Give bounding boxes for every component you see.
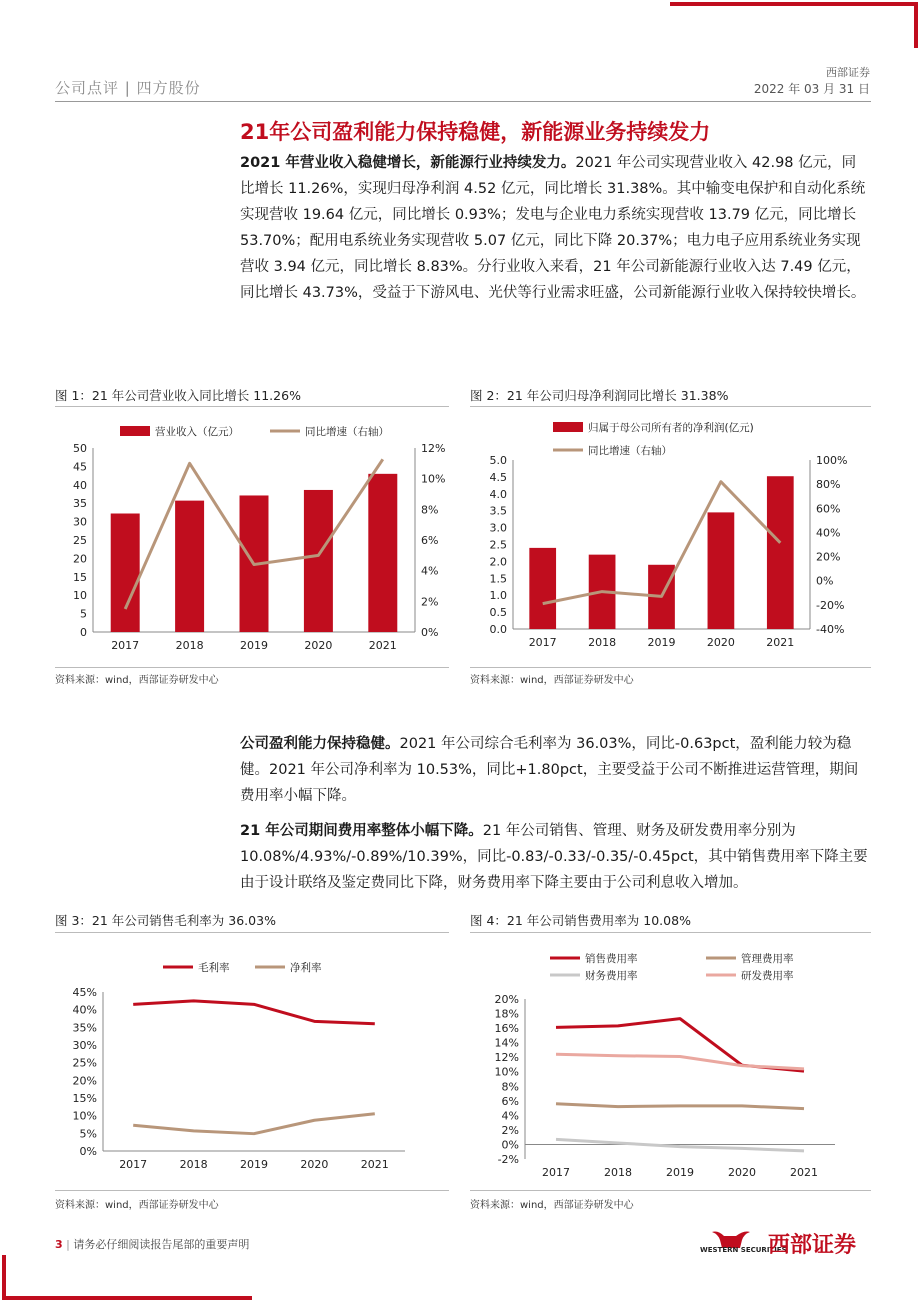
series-line-0 [556, 1019, 804, 1072]
x-tick-label: 2021 [790, 1166, 818, 1179]
y-tick-label: 4.0 [489, 487, 507, 501]
y-tick-label: 35 [73, 497, 87, 511]
y-tick-label: 2% [501, 1123, 519, 1137]
y-tick-label: 1.0 [489, 589, 507, 603]
bar-2017 [111, 514, 140, 632]
y-tick-label: -2% [497, 1153, 519, 1166]
logo-english: WESTERN SECURITIES [700, 1246, 787, 1254]
figure-3-source: 资料来源：wind，西部证券研发中心 [55, 1200, 219, 1211]
series-line-2 [556, 1139, 804, 1151]
x-tick-label: 2020 [304, 639, 333, 652]
top-accent-bar-vertical [914, 2, 918, 48]
bar-2021 [767, 476, 794, 629]
paragraph-lead: 公司盈利能力保持稳健。 [240, 736, 400, 752]
x-tick-label: 2019 [647, 636, 676, 649]
series-line-0 [133, 1001, 375, 1024]
bar-2018 [175, 501, 204, 632]
figure-4-bottom-rule [470, 1190, 871, 1191]
y-tick-label: 45 [73, 460, 87, 474]
y-tick-label: 3.5 [489, 504, 507, 518]
legend-label-bar: 归属于母公司所有者的净利润(亿元) [588, 422, 754, 434]
x-tick-label: 2019 [666, 1166, 694, 1179]
y2-tick-label: 40% [816, 526, 841, 540]
figure-3-bottom-rule [55, 1190, 449, 1191]
y-tick-label: 5.0 [489, 454, 507, 467]
paragraph-profitability [240, 731, 870, 809]
series-line-1 [133, 1114, 375, 1134]
y-tick-label: 15 [73, 570, 87, 584]
figure-1-bottom-rule [55, 667, 449, 668]
y-tick-label: 10% [494, 1065, 519, 1079]
figure-4-source: 资料来源：wind，西部证券研发中心 [470, 1200, 634, 1211]
y-tick-label: 0.5 [489, 606, 507, 620]
y-tick-label: 30% [72, 1039, 97, 1052]
y-tick-label: 10% [72, 1109, 97, 1123]
y-tick-label: 2.0 [489, 555, 507, 569]
y-tick-label: 20 [73, 552, 87, 566]
x-tick-label: 2018 [604, 1166, 632, 1179]
legend-label-1: 管理费用率 [741, 953, 794, 965]
y-tick-label: 4% [501, 1109, 519, 1123]
y2-tick-label: -20% [816, 598, 845, 612]
paragraph-body: 21 年公司销售、管理、财务及研发费用率分别为 10.08%/4.93%/-0.89%/10.39%，同比-0.83/-0.33/-0.35/-0.45pct，其中销售费用率下降主要由于设计联络及鉴定费同比下降，财务费用率下降主要由于公司利息收入增加。 [240, 823, 868, 891]
legend-label-0: 销售费用率 [585, 953, 638, 965]
figure-4-top-rule [470, 932, 871, 933]
legend-label-line: 同比增速（右轴） [588, 445, 672, 457]
figure-2-title: 图 2：21 年公司归母净利润同比增长 31.38% [470, 388, 729, 403]
figure-2-top-rule [470, 406, 871, 407]
y-tick-label: 18% [494, 1007, 519, 1021]
y-tick-label: 3.0 [489, 521, 507, 535]
y-tick-label: 4.5 [489, 470, 507, 484]
y-tick-label: 0 [80, 626, 87, 639]
y-tick-label: 20% [72, 1074, 97, 1088]
chart-margins [55, 936, 449, 1188]
y-tick-label: 35% [72, 1021, 97, 1035]
y-tick-label: 6% [501, 1094, 519, 1108]
y-tick-label: 50 [73, 442, 87, 455]
bottom-accent-bar-vertical [2, 1255, 6, 1300]
y2-tick-label: 12% [421, 442, 446, 455]
paragraph-revenue [240, 150, 870, 306]
y2-tick-label: 8% [421, 503, 439, 517]
bar-2021 [368, 474, 397, 632]
bar-2020 [708, 512, 735, 629]
legend-label-0: 毛利率 [198, 962, 230, 974]
y2-tick-label: -40% [816, 623, 845, 636]
x-tick-label: 2019 [240, 639, 268, 652]
figure-3-title: 图 3：21 年公司销售毛利率为 36.03% [55, 913, 276, 928]
section-title: 21年公司盈利能力保持稳健，新能源业务持续发力 [240, 120, 711, 144]
figure-1-top-rule [55, 406, 449, 407]
x-tick-label: 2021 [368, 639, 397, 652]
figure-3-top-rule [55, 932, 449, 933]
y2-tick-label: 20% [816, 550, 841, 564]
paragraph-lead: 2021 年营业收入稳健增长，新能源行业持续发力。 [240, 155, 576, 171]
x-tick-label: 2020 [300, 1158, 329, 1171]
y-tick-label: 30 [73, 515, 87, 529]
x-tick-label: 2017 [119, 1158, 148, 1171]
figure-1-title: 图 1：21 年公司营业收入同比增长 11.26% [55, 388, 301, 403]
x-tick-label: 2021 [766, 636, 795, 649]
y-tick-label: 0% [79, 1145, 97, 1158]
legend-swatch-bar [120, 426, 150, 436]
bar-2017 [529, 548, 556, 629]
y2-tick-label: 0% [816, 574, 834, 588]
bar-2020 [304, 490, 333, 632]
y-tick-label: 40% [72, 1003, 97, 1017]
figure-4-title: 图 4：21 年公司销售费用率为 10.08% [470, 913, 691, 928]
y-tick-label: 12% [494, 1051, 519, 1065]
paragraph-body: 2021 年公司实现营业收入 42.98 亿元，同比增长 11.26%，实现归母净利润 4.52 亿元，同比增长 31.38%。其中输变电保护和自动化系统实现营收 19.64 亿元，同比增长 0.93%；发电与企业电力系统实现营收 13.79 亿元，同比增长 53.70%；配用电系统业务实现营收 5.07 亿元，同比下降 20.37%；电力电子应用系统业务实现营收 3.94 亿元，同比增长 8.83%。分行业收入来看，21 年公司新能源行业收入达 7.49 亿元，同比增长 43.73%，受益于下游风电、光伏等行业需求旺盛，公司新能源行业收入保持较快增长。 [240, 155, 866, 301]
y-tick-label: 45% [72, 986, 97, 999]
logo-chinese: 西部证券 [768, 1233, 857, 1258]
y-tick-label: 0.0 [489, 623, 507, 636]
y-tick-label: 5 [80, 607, 87, 621]
figure-2-bottom-rule [470, 667, 871, 668]
y2-tick-label: 100% [816, 454, 848, 467]
legend-label-2: 财务费用率 [585, 970, 638, 982]
x-tick-label: 2020 [706, 636, 735, 649]
y-tick-label: 10 [73, 589, 87, 603]
legend-label-3: 研发费用率 [741, 970, 794, 982]
x-tick-label: 2018 [175, 639, 204, 652]
legend-label-bar: 营业收入（亿元） [155, 426, 239, 438]
x-tick-label: 2019 [240, 1158, 268, 1171]
figure-1-source: 资料来源：wind，西部证券研发中心 [55, 675, 219, 686]
series-line-1 [556, 1104, 804, 1109]
chart-expense-ratios [470, 936, 871, 1188]
y2-tick-label: 4% [421, 564, 439, 578]
y-tick-label: 25% [72, 1056, 97, 1070]
y2-tick-label: 10% [421, 472, 446, 486]
x-tick-label: 2018 [179, 1158, 208, 1171]
x-tick-label: 2021 [360, 1158, 389, 1171]
page-number: 3 [55, 1238, 63, 1251]
legend-label-line: 同比增速（右轴） [305, 426, 389, 438]
legend-label-1: 净利率 [290, 962, 322, 974]
x-tick-label: 2018 [588, 636, 617, 649]
y-tick-label: 2.5 [489, 538, 507, 552]
x-tick-label: 2017 [528, 636, 557, 649]
y-tick-label: 20% [494, 993, 519, 1006]
y-tick-label: 14% [494, 1036, 519, 1050]
paragraph-expenses [240, 818, 870, 896]
paragraph-body: 2021 年公司综合毛利率为 36.03%，同比-0.63pct，盈利能力较为稳健。2021 年公司净利率为 10.53%，同比+1.80pct，主要受益于公司不断推进运营管理，期间费用率小幅下降。 [240, 736, 859, 804]
x-tick-label: 2020 [728, 1166, 756, 1179]
top-accent-bar [670, 2, 918, 6]
y-tick-label: 5% [79, 1127, 97, 1141]
header-date: 2022 年 03 月 31 日 [753, 82, 870, 96]
y-tick-label: 8% [501, 1080, 519, 1094]
y-tick-label: 16% [494, 1022, 519, 1036]
y-tick-label: 1.5 [489, 572, 507, 586]
y-tick-label: 0% [501, 1138, 519, 1152]
x-tick-label: 2017 [542, 1166, 570, 1179]
header-breadcrumb: 公司点评 | 四方股份 [55, 79, 201, 97]
x-tick-label: 2017 [111, 639, 140, 652]
legend-swatch-bar [553, 422, 583, 432]
header-broker: 西部证券 [826, 66, 870, 79]
footer-disclaimer: 请务必仔细阅读报告尾部的重要声明 [73, 1238, 250, 1251]
y2-tick-label: 60% [816, 502, 841, 516]
y2-tick-label: 6% [421, 534, 439, 547]
y-tick-label: 15% [72, 1092, 97, 1105]
y2-tick-label: 2% [421, 595, 439, 609]
chart-revenue [55, 410, 449, 665]
y-tick-label: 25 [73, 534, 87, 547]
chart-net-profit [470, 410, 871, 665]
figure-2-source: 资料来源：wind，西部证券研发中心 [470, 675, 634, 686]
bottom-accent-bar [2, 1296, 252, 1300]
header-divider [55, 101, 871, 102]
y-tick-label: 40 [73, 478, 87, 492]
y2-tick-label: 80% [816, 478, 841, 492]
footer-note: 3 | 请务必仔细阅读报告尾部的重要声明 [55, 1238, 250, 1251]
paragraph-lead: 21 年公司期间费用率整体小幅下降。 [240, 823, 483, 839]
y2-tick-label: 0% [421, 626, 439, 639]
series-line-3 [556, 1054, 804, 1069]
